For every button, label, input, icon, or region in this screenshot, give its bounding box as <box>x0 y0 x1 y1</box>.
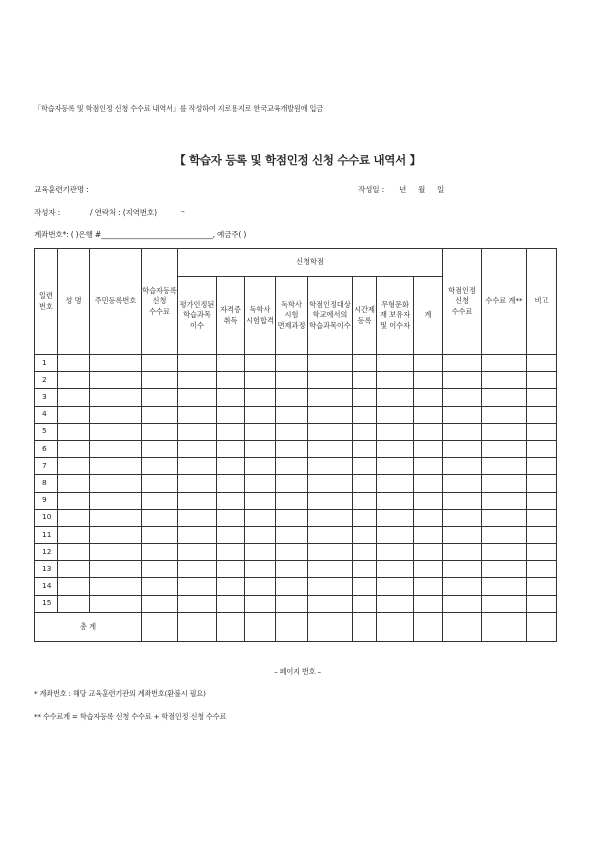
table-cell[interactable] <box>142 492 178 509</box>
table-cell[interactable] <box>90 423 142 440</box>
table-cell[interactable] <box>414 475 443 492</box>
table-cell[interactable] <box>414 544 443 561</box>
table-row <box>35 372 557 389</box>
table-cell[interactable] <box>142 355 178 372</box>
table-cell[interactable] <box>482 561 527 578</box>
table-row <box>35 561 557 578</box>
table-cell[interactable] <box>245 492 276 509</box>
row-number[interactable]: 6 <box>35 440 58 457</box>
table-cell[interactable] <box>245 440 276 457</box>
table-cell[interactable] <box>217 509 245 526</box>
total-label: 총 계 <box>35 612 142 641</box>
header-resident-number: 주민등록번호 <box>90 249 142 355</box>
table-cell[interactable] <box>276 509 308 526</box>
table-cell[interactable] <box>58 406 90 423</box>
table-cell[interactable] <box>414 423 443 440</box>
table-cell[interactable] <box>245 578 276 595</box>
table-cell[interactable] <box>276 458 308 475</box>
table-cell[interactable] <box>414 372 443 389</box>
table-cell[interactable] <box>142 458 178 475</box>
table-cell[interactable] <box>414 440 443 457</box>
table-cell[interactable] <box>527 389 557 406</box>
table-cell[interactable] <box>482 492 527 509</box>
table-cell[interactable] <box>353 389 377 406</box>
table-cell[interactable] <box>353 406 377 423</box>
table-cell[interactable] <box>482 595 527 612</box>
table-cell[interactable] <box>443 578 482 595</box>
table-cell[interactable] <box>527 492 557 509</box>
table-cell[interactable] <box>414 561 443 578</box>
table-cell[interactable] <box>178 578 217 595</box>
table-cell[interactable] <box>482 440 527 457</box>
table-row <box>35 355 557 372</box>
table-cell[interactable] <box>527 561 557 578</box>
header-self-study-exempt: 독학사 시험 면제과정 <box>276 277 308 355</box>
table-cell[interactable] <box>377 526 414 543</box>
row-number[interactable]: 13 <box>35 561 58 578</box>
table-cell[interactable] <box>178 372 217 389</box>
table-cell[interactable] <box>178 561 217 578</box>
total-row <box>35 612 557 641</box>
table-cell[interactable] <box>308 578 353 595</box>
table-cell[interactable] <box>353 458 377 475</box>
table-cell[interactable] <box>353 578 377 595</box>
table-cell[interactable] <box>308 406 353 423</box>
total-cell[interactable] <box>276 612 308 641</box>
table-cell[interactable] <box>443 389 482 406</box>
table-cell[interactable] <box>90 492 142 509</box>
header-fee-total: 수수료 계** <box>482 249 527 355</box>
table-cell[interactable] <box>58 458 90 475</box>
table-cell[interactable] <box>245 372 276 389</box>
table-cell[interactable] <box>58 526 90 543</box>
total-cell[interactable] <box>217 612 245 641</box>
table-cell[interactable] <box>482 544 527 561</box>
table-cell[interactable] <box>90 440 142 457</box>
table-cell[interactable] <box>276 372 308 389</box>
table-cell[interactable] <box>178 406 217 423</box>
table-cell[interactable] <box>142 561 178 578</box>
table-cell[interactable] <box>217 561 245 578</box>
table-cell[interactable] <box>308 561 353 578</box>
header-registration-fee: 학습자등록 신청 수수료 <box>142 249 178 355</box>
contact-label: / 연락처 : (지역번호) <box>90 208 157 217</box>
table-cell[interactable] <box>276 406 308 423</box>
table-cell[interactable] <box>178 595 217 612</box>
table-cell[interactable] <box>353 440 377 457</box>
table-cell[interactable] <box>178 544 217 561</box>
table-cell[interactable] <box>414 389 443 406</box>
table-cell[interactable] <box>276 440 308 457</box>
header-intangible-heritage: 무형문화 재 보유자 및 이수자 <box>377 277 414 355</box>
table-cell[interactable] <box>443 595 482 612</box>
row-number[interactable]: 10 <box>35 509 58 526</box>
table-cell[interactable] <box>443 544 482 561</box>
row-number[interactable]: 9 <box>35 492 58 509</box>
table-cell[interactable] <box>308 355 353 372</box>
table-cell[interactable] <box>58 475 90 492</box>
table-cell[interactable] <box>142 389 178 406</box>
table-cell[interactable] <box>142 526 178 543</box>
footnote-account: * 계좌번호 : 해당 교육훈련기관의 계좌번호(환불시 필요) <box>34 689 206 698</box>
date-month-label: 월 <box>418 185 426 194</box>
date-label: 작성일 : <box>358 185 384 194</box>
table-cell[interactable] <box>482 355 527 372</box>
table-cell[interactable] <box>276 475 308 492</box>
table-cell[interactable] <box>377 492 414 509</box>
table-cell[interactable] <box>245 475 276 492</box>
table-cell[interactable] <box>58 595 90 612</box>
institution-name-label: 교육훈련기관명 : <box>34 185 89 194</box>
row-number[interactable]: 4 <box>35 406 58 423</box>
table-cell[interactable] <box>527 509 557 526</box>
table-cell[interactable] <box>90 355 142 372</box>
table-cell[interactable] <box>90 372 142 389</box>
table-cell[interactable] <box>377 423 414 440</box>
table-cell[interactable] <box>276 526 308 543</box>
table-cell[interactable] <box>353 475 377 492</box>
table-cell[interactable] <box>58 389 90 406</box>
total-cell[interactable] <box>178 612 217 641</box>
row-number[interactable]: 3 <box>35 389 58 406</box>
table-cell[interactable] <box>58 578 90 595</box>
table-cell[interactable] <box>217 595 245 612</box>
row-number[interactable]: 11 <box>35 526 58 543</box>
table-cell[interactable] <box>353 526 377 543</box>
table-cell[interactable] <box>414 578 443 595</box>
table-cell[interactable] <box>217 423 245 440</box>
table-cell[interactable] <box>142 406 178 423</box>
table-cell[interactable] <box>217 440 245 457</box>
row-number[interactable]: 15 <box>35 595 58 612</box>
table-cell[interactable] <box>90 406 142 423</box>
table-row <box>35 492 557 509</box>
table-cell[interactable] <box>527 423 557 440</box>
table-cell[interactable] <box>377 389 414 406</box>
table-cell[interactable] <box>276 492 308 509</box>
table-cell[interactable] <box>482 406 527 423</box>
table-cell[interactable] <box>482 509 527 526</box>
table-cell[interactable] <box>353 544 377 561</box>
table-cell[interactable] <box>58 561 90 578</box>
table-cell[interactable] <box>443 509 482 526</box>
table-cell[interactable] <box>178 355 217 372</box>
table-cell[interactable] <box>276 595 308 612</box>
table-cell[interactable] <box>142 440 178 457</box>
table-cell[interactable] <box>482 526 527 543</box>
table-cell[interactable] <box>90 561 142 578</box>
table-cell[interactable] <box>58 492 90 509</box>
table-cell[interactable] <box>308 492 353 509</box>
table-cell[interactable] <box>90 458 142 475</box>
table-cell[interactable] <box>377 406 414 423</box>
table-cell[interactable] <box>217 406 245 423</box>
table-cell[interactable] <box>353 561 377 578</box>
document-title: 【 학습자 등록 및 학점인정 신청 수수료 내역서 】 <box>174 153 421 167</box>
page-number: – 페이지 번호 – <box>274 667 321 676</box>
table-cell[interactable] <box>178 458 217 475</box>
top-instruction-note: 「학습자등록 및 학점인정 신청 수수료 내역서」를 작성하여 지로용지로 한국교육개발원에 입금 <box>34 104 323 113</box>
table-cell[interactable] <box>276 355 308 372</box>
table-cell[interactable] <box>527 578 557 595</box>
row-number[interactable]: 2 <box>35 372 58 389</box>
table-cell[interactable] <box>443 475 482 492</box>
table-cell[interactable] <box>245 458 276 475</box>
table-cell[interactable] <box>353 355 377 372</box>
table-cell[interactable] <box>414 406 443 423</box>
table-cell[interactable] <box>217 492 245 509</box>
table-cell[interactable] <box>443 355 482 372</box>
table-cell[interactable] <box>443 561 482 578</box>
table-cell[interactable] <box>58 509 90 526</box>
table-cell[interactable] <box>308 423 353 440</box>
table-row <box>35 526 557 543</box>
table-cell[interactable] <box>308 458 353 475</box>
table-cell[interactable] <box>377 372 414 389</box>
table-row <box>35 544 557 561</box>
header-accredited-course: 평가인정된 학습과목 이수 <box>178 277 217 355</box>
total-cell[interactable] <box>353 612 377 641</box>
table-cell[interactable] <box>377 595 414 612</box>
table-row <box>35 440 557 457</box>
header-certificate: 자격증 취득 <box>217 277 245 355</box>
table-cell[interactable] <box>58 372 90 389</box>
row-number[interactable]: 7 <box>35 458 58 475</box>
header-credit-group: 신청학점 <box>178 249 443 277</box>
table-cell[interactable] <box>527 355 557 372</box>
row-number[interactable]: 12 <box>35 544 58 561</box>
table-cell[interactable] <box>142 509 178 526</box>
table-cell[interactable] <box>527 475 557 492</box>
table-cell[interactable] <box>377 561 414 578</box>
table-cell[interactable] <box>142 544 178 561</box>
account-number-line: 계좌번호*: ( )은행 #_______________________________, 예금주( ) <box>34 230 247 239</box>
table-cell[interactable] <box>178 492 217 509</box>
table-cell[interactable] <box>353 423 377 440</box>
total-cell[interactable] <box>482 612 527 641</box>
table-cell[interactable] <box>443 526 482 543</box>
table-cell[interactable] <box>527 544 557 561</box>
header-school-course: 학점인정대상 학교에서의 학습과목이수 <box>308 277 353 355</box>
table-cell[interactable] <box>142 595 178 612</box>
table-cell[interactable] <box>245 526 276 543</box>
table-cell[interactable] <box>377 355 414 372</box>
table-cell[interactable] <box>142 423 178 440</box>
table-cell[interactable] <box>178 389 217 406</box>
table-cell[interactable] <box>90 389 142 406</box>
fee-details-table <box>34 248 557 642</box>
table-cell[interactable] <box>178 509 217 526</box>
table-cell[interactable] <box>245 595 276 612</box>
footnote-fee-total: ** 수수료계 = 학습자등록 신청 수수료 + 학점인정 신청 수수료 <box>34 712 227 721</box>
table-cell[interactable] <box>482 389 527 406</box>
table-cell[interactable] <box>308 389 353 406</box>
table-cell[interactable] <box>482 475 527 492</box>
table-cell[interactable] <box>245 561 276 578</box>
table-cell[interactable] <box>90 509 142 526</box>
table-cell[interactable] <box>245 406 276 423</box>
date-year-label: 년 <box>399 185 407 194</box>
table-cell[interactable] <box>245 355 276 372</box>
total-cell[interactable] <box>245 612 276 641</box>
table-cell[interactable] <box>353 372 377 389</box>
table-cell[interactable] <box>217 544 245 561</box>
table-cell[interactable] <box>443 372 482 389</box>
table-cell[interactable] <box>308 544 353 561</box>
table-cell[interactable] <box>308 526 353 543</box>
author-label: 작성자 : <box>34 208 60 217</box>
table-cell[interactable] <box>414 355 443 372</box>
table-cell[interactable] <box>377 440 414 457</box>
table-cell[interactable] <box>414 492 443 509</box>
total-cell[interactable] <box>414 612 443 641</box>
table-cell[interactable] <box>482 458 527 475</box>
table-cell[interactable] <box>276 423 308 440</box>
table-cell[interactable] <box>178 423 217 440</box>
table-cell[interactable] <box>90 578 142 595</box>
table-cell[interactable] <box>308 475 353 492</box>
row-number[interactable]: 5 <box>35 423 58 440</box>
table-row <box>35 458 557 475</box>
row-number[interactable]: 8 <box>35 475 58 492</box>
table-row <box>35 578 557 595</box>
table-cell[interactable] <box>217 578 245 595</box>
contact-dash: – <box>181 207 185 216</box>
table-cell[interactable] <box>527 458 557 475</box>
total-cell[interactable] <box>443 612 482 641</box>
table-cell[interactable] <box>178 526 217 543</box>
table-cell[interactable] <box>353 595 377 612</box>
table-cell[interactable] <box>308 509 353 526</box>
table-cell[interactable] <box>527 595 557 612</box>
table-cell[interactable] <box>58 544 90 561</box>
table-cell[interactable] <box>377 544 414 561</box>
table-cell[interactable] <box>377 578 414 595</box>
table-cell[interactable] <box>276 544 308 561</box>
table-cell[interactable] <box>482 372 527 389</box>
table-cell[interactable] <box>308 595 353 612</box>
table-cell[interactable] <box>443 406 482 423</box>
total-cell[interactable] <box>377 612 414 641</box>
table-cell[interactable] <box>414 458 443 475</box>
table-cell[interactable] <box>353 492 377 509</box>
table-cell[interactable] <box>276 561 308 578</box>
table-cell[interactable] <box>443 440 482 457</box>
table-cell[interactable] <box>217 458 245 475</box>
table-cell[interactable] <box>377 509 414 526</box>
table-cell[interactable] <box>90 544 142 561</box>
table-cell[interactable] <box>142 372 178 389</box>
table-cell[interactable] <box>90 526 142 543</box>
table-cell[interactable] <box>217 389 245 406</box>
table-cell[interactable] <box>217 372 245 389</box>
header-name: 성 명 <box>58 249 90 355</box>
row-number[interactable]: 1 <box>35 355 58 372</box>
total-cell[interactable] <box>308 612 353 641</box>
table-cell[interactable] <box>245 544 276 561</box>
table-cell[interactable] <box>482 578 527 595</box>
table-cell[interactable] <box>245 423 276 440</box>
table-cell[interactable] <box>90 475 142 492</box>
total-cell[interactable] <box>527 612 557 641</box>
table-cell[interactable] <box>178 440 217 457</box>
date-day-label: 일 <box>437 185 445 194</box>
table-cell[interactable] <box>58 440 90 457</box>
table-row <box>35 423 557 440</box>
table-cell[interactable] <box>527 406 557 423</box>
table-cell[interactable] <box>308 440 353 457</box>
row-number[interactable]: 14 <box>35 578 58 595</box>
table-cell[interactable] <box>308 372 353 389</box>
table-cell[interactable] <box>527 372 557 389</box>
table-cell[interactable] <box>443 492 482 509</box>
table-cell[interactable] <box>276 389 308 406</box>
table-row <box>35 389 557 406</box>
table-cell[interactable] <box>142 578 178 595</box>
table-cell[interactable] <box>443 423 482 440</box>
table-cell[interactable] <box>58 423 90 440</box>
table-cell[interactable] <box>414 509 443 526</box>
table-cell[interactable] <box>414 526 443 543</box>
table-cell[interactable] <box>245 509 276 526</box>
table-cell[interactable] <box>527 440 557 457</box>
header-subtotal: 계 <box>414 277 443 355</box>
table-cell[interactable] <box>217 475 245 492</box>
table-row <box>35 406 557 423</box>
header-credit-fee: 학점인정 신청 수수료 <box>443 249 482 355</box>
table-cell[interactable] <box>414 595 443 612</box>
total-cell[interactable] <box>142 612 178 641</box>
table-row <box>35 595 557 612</box>
table-cell[interactable] <box>58 355 90 372</box>
table-cell[interactable] <box>377 458 414 475</box>
table-cell[interactable] <box>527 526 557 543</box>
table-row <box>35 475 557 492</box>
header-part-time: 시간제 등록 <box>353 277 377 355</box>
table-cell[interactable] <box>178 475 217 492</box>
table-row <box>35 509 557 526</box>
header-self-study-pass: 독학사 시험합격 <box>245 277 276 355</box>
table-cell[interactable] <box>377 475 414 492</box>
table-cell[interactable] <box>482 423 527 440</box>
table-cell[interactable] <box>217 526 245 543</box>
header-serial-number: 일련 번호 <box>35 249 58 355</box>
table-cell[interactable] <box>443 458 482 475</box>
table-cell[interactable] <box>217 355 245 372</box>
table-cell[interactable] <box>245 389 276 406</box>
table-cell[interactable] <box>353 509 377 526</box>
table-cell[interactable] <box>276 578 308 595</box>
header-remarks: 비고 <box>527 249 557 355</box>
table-cell[interactable] <box>90 595 142 612</box>
table-cell[interactable] <box>142 475 178 492</box>
